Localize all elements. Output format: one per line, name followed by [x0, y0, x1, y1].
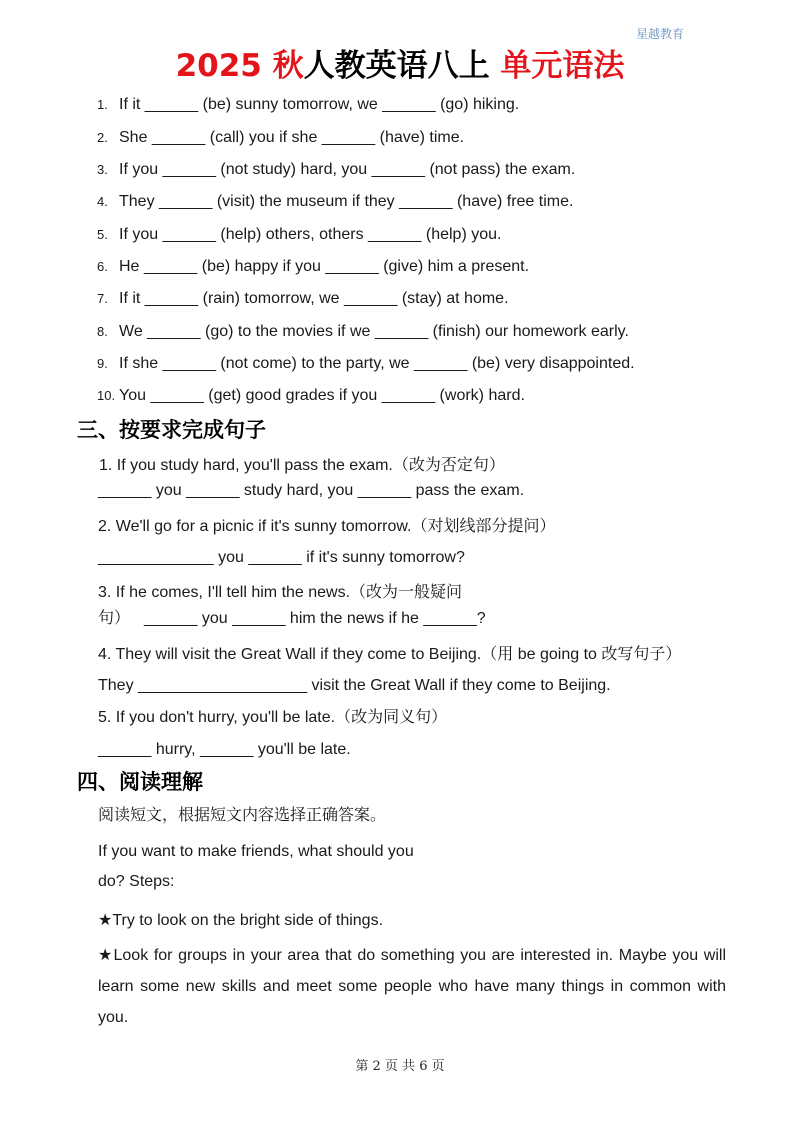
- question-text: We ______ (go) to the movies if we ______ (finish) our homework early.: [119, 323, 629, 340]
- title-textbook: 人教英语八上: [303, 48, 490, 84]
- prompt-instruction-cont: 改写句子）: [601, 644, 682, 663]
- rewrite-prompt: [98, 582, 462, 603]
- question-item: [97, 322, 629, 342]
- question-number: 8.: [97, 324, 108, 339]
- rewrite-answer: ______ you ______ him the news if he ______?: [144, 610, 486, 627]
- prompt-instruction: （改为否定句）: [392, 455, 505, 474]
- brand-label: 星越教育: [636, 27, 685, 41]
- section-heading: 四、阅读理解: [77, 770, 203, 794]
- question-number: 6.: [97, 259, 108, 274]
- question-text: If you ______ (not study) hard, you ______ (not pass) the exam.: [119, 161, 576, 178]
- passage-line: If you want to make friends, what should you: [98, 843, 414, 860]
- page-title: [0, 46, 800, 86]
- question-text: They ______ (visit) the museum if they ______ (have) free time.: [119, 193, 574, 210]
- question-item: [97, 257, 529, 277]
- question-item: [97, 289, 509, 309]
- question-item: [97, 354, 635, 374]
- question-text: She ______ (call) you if she ______ (have) time.: [119, 129, 465, 146]
- question-number: 10.: [97, 388, 116, 403]
- question-number: 3.: [97, 162, 108, 177]
- question-text: If you ______ (help) others, others ______ (help) you.: [119, 226, 502, 243]
- prompt-text: 1. If you study hard, you'll pass the exam.: [99, 457, 393, 474]
- question-number: 9.: [97, 356, 108, 371]
- title-year: 2025 秋: [175, 48, 304, 84]
- passage-step: ★Try to look on the bright side of things.: [98, 912, 384, 929]
- prompt-instruction: （改为一般疑问: [350, 582, 463, 601]
- prompt-text: 5. If you don't hurry, you'll be late.: [98, 709, 336, 726]
- question-text: If she ______ (not come) to the party, we ______ (be) very disappointed.: [119, 355, 635, 372]
- rewrite-prompt: [99, 455, 505, 476]
- question-text: If it ______ (be) sunny tomorrow, we ______ (go) hiking.: [119, 96, 520, 113]
- reading-instruction: 阅读短文，根据短文内容选择正确答案。: [98, 805, 387, 824]
- rewrite-prompt: [98, 644, 681, 665]
- question-item: [97, 192, 573, 212]
- question-number: 4.: [97, 194, 108, 209]
- rewrite-answer: They ___________________ visit the Great Wall if they come to Beijing.: [98, 677, 611, 694]
- prompt-instruction: （用: [481, 644, 514, 663]
- question-text: He ______ (be) happy if you ______ (give) him a present.: [119, 258, 530, 275]
- question-text: You ______ (get) good grades if you ______ (work) hard.: [119, 387, 525, 404]
- passage-step: ★Look for groups in your area that do something you are interested in. Maybe you will learn some new skills and meet some people who have many things in common with you.: [98, 947, 726, 1026]
- rewrite-prompt: [98, 516, 556, 537]
- question-item: [97, 160, 575, 180]
- title-topic: 单元语法: [489, 48, 625, 84]
- prompt-instruction-cont: 句）: [98, 608, 131, 627]
- question-item: [97, 386, 525, 406]
- passage-line: do? Steps:: [98, 873, 175, 890]
- question-number: 5.: [97, 227, 108, 242]
- rewrite-answer: _____________ you ______ if it's sunny tomorrow?: [98, 549, 465, 566]
- question-item: [97, 225, 501, 245]
- question-item: [97, 95, 519, 115]
- prompt-keyword: be going to: [513, 646, 602, 663]
- question-item: [97, 128, 464, 148]
- prompt-text: 3. If he comes, I'll tell him the news.: [98, 584, 351, 601]
- question-text: If it ______ (rain) tomorrow, we ______ (stay) at home.: [119, 290, 509, 307]
- question-number: 2.: [97, 130, 108, 145]
- prompt-instruction: （对划线部分提问）: [411, 516, 556, 535]
- rewrite-prompt: [98, 707, 447, 728]
- prompt-instruction: （改为同义句）: [335, 707, 448, 726]
- section-heading: 三、按要求完成句子: [77, 418, 266, 442]
- rewrite-answer: ______ you ______ study hard, you ______ pass the exam.: [98, 482, 525, 499]
- rewrite-answer: ______ hurry, ______ you'll be late.: [98, 741, 351, 758]
- page-number: 第 2 页 共 6 页: [355, 1059, 445, 1074]
- question-number: 7.: [97, 291, 108, 306]
- rewrite-answer-row: [98, 608, 486, 629]
- prompt-text: 4. They will visit the Great Wall if they come to Beijing.: [98, 646, 482, 663]
- prompt-text: 2. We'll go for a picnic if it's sunny tomorrow.: [98, 518, 412, 535]
- question-number: 1.: [97, 97, 108, 112]
